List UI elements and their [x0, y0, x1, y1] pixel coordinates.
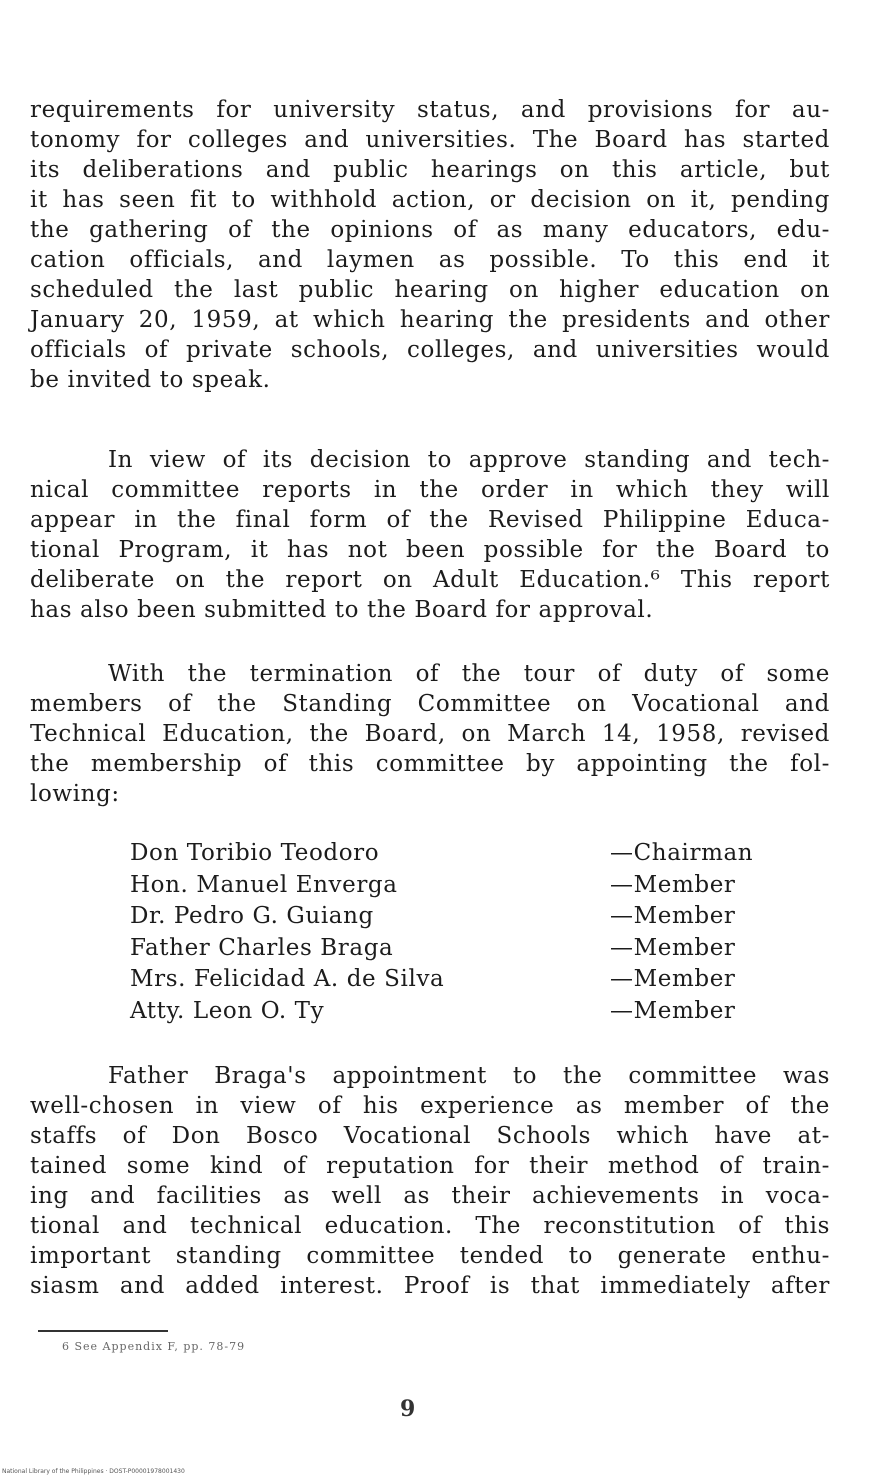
text-line: requirements for university status, and provisions for au-	[30, 97, 830, 123]
text-line: lowing:	[30, 781, 120, 807]
text-line: deliberate on the report on Adult Education.⁶ This report	[30, 567, 830, 593]
paragraph-2	[30, 446, 830, 626]
paragraph-1	[30, 96, 830, 396]
text-line: well-chosen in view of his experience as member of the	[30, 1093, 830, 1119]
member-row	[130, 996, 770, 1028]
text-line: has also been submitted to the Board for approval.	[30, 597, 654, 623]
text-line: ing and facilities as well as their achievements in voca-	[30, 1183, 830, 1209]
text-line: Father Braga's appointment to the committee was	[108, 1063, 830, 1089]
member-role: —Member	[610, 966, 736, 992]
member-name: Atty. Leon O. Ty	[130, 997, 325, 1024]
text-line: appear in the final form of the Revised Philippine Educa-	[30, 507, 830, 533]
member-name: Dr. Pedro G. Guiang	[130, 903, 374, 929]
text-line: members of the Standing Committee on Vocational and	[30, 691, 830, 717]
scan-credit: National Library of the Philippines · DOST-P00001978001430	[2, 1468, 185, 1475]
text-line: nical committee reports in the order in which they will	[30, 477, 830, 503]
text-line: staffs of Don Bosco Vocational Schools which have at-	[30, 1123, 830, 1149]
text-line: tional Program, it has not been possible for the Board to	[30, 537, 830, 563]
member-row	[130, 901, 770, 933]
text-line: siasm and added interest. Proof is that immediately after	[30, 1273, 830, 1299]
text-line: it has seen fit to withhold action, or decision on it, pending	[30, 187, 830, 213]
member-row	[130, 870, 770, 902]
committee-member-list	[130, 838, 770, 1027]
text-line: officials of private schools, colleges, and universities would	[30, 337, 830, 363]
paragraph-4	[30, 1062, 830, 1302]
member-name: Hon. Manuel Enverga	[130, 871, 398, 898]
member-role: —Member	[610, 903, 736, 929]
member-row	[130, 964, 770, 996]
member-row	[130, 933, 770, 965]
member-name: Mrs. Felicidad A. de Silva	[130, 966, 445, 992]
text-line: important standing committee tended to generate enthu-	[30, 1243, 830, 1269]
member-role: —Member	[610, 934, 736, 961]
text-line: cation officials, and laymen as possible. To this end it	[30, 247, 830, 273]
member-name: Don Toribio Teodoro	[130, 840, 380, 866]
text-line: the gathering of the opinions of as many educators, edu-	[30, 217, 830, 243]
text-line: its deliberations and public hearings on this article, but	[30, 157, 830, 183]
text-line: In view of its decision to approve standing and tech-	[108, 447, 830, 473]
text-line: January 20, 1959, at which hearing the presidents and other	[30, 307, 830, 333]
member-name: Father Charles Braga	[130, 934, 394, 961]
footnote-rule	[38, 1330, 168, 1332]
member-role: —Member	[610, 871, 736, 898]
text-line: tained some kind of reputation for their method of train-	[30, 1153, 830, 1179]
member-role: —Chairman	[610, 840, 754, 866]
text-line: Technical Education, the Board, on March 14, 1958, revised	[30, 721, 830, 747]
text-line: tional and technical education. The reconstitution of this	[30, 1213, 830, 1239]
text-line: With the termination of the tour of duty of some	[108, 661, 830, 687]
paragraph-3	[30, 660, 830, 810]
member-row	[130, 838, 770, 870]
text-line: scheduled the last public hearing on higher education on	[30, 277, 830, 303]
member-role: —Member	[610, 997, 736, 1024]
text-line: be invited to speak.	[30, 367, 271, 393]
page-number: 9	[400, 1396, 416, 1422]
text-line: the membership of this committee by appointing the fol-	[30, 751, 830, 777]
footnote: 6 See Appendix F, pp. 78-79	[62, 1340, 246, 1353]
text-line: tonomy for colleges and universities. The Board has started	[30, 127, 830, 153]
